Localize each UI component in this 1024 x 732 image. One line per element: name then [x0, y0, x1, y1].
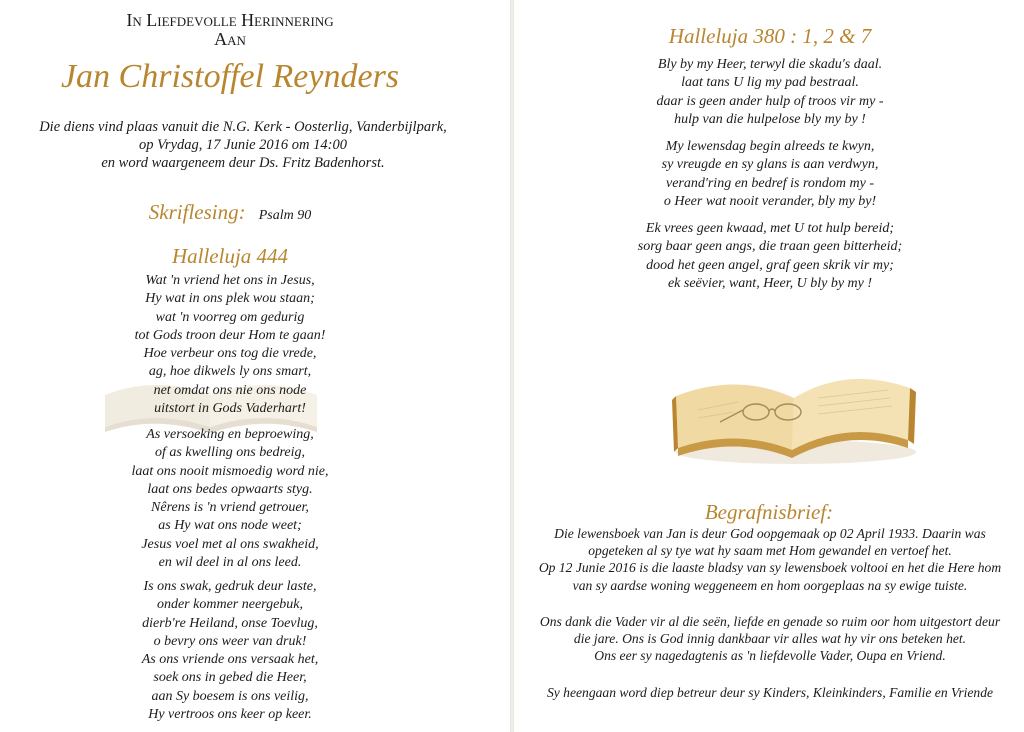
verse-line: as Hy wat ons node weet;: [158, 518, 302, 534]
obituary-paragraph: [520, 684, 1020, 701]
scripture-reference: Psalm 90: [258, 208, 312, 223]
hymn-title-right: Halleluja 380 : 1, 2 & 7: [668, 24, 872, 48]
verse-line: verand'ring en bedref is rondom my -: [665, 175, 875, 191]
verse-line: laat tans U lig my pad bestraal.: [681, 75, 859, 91]
verse-line: sorg baar geen angs, die traan geen bitterheid;: [637, 239, 903, 255]
verse-line: o Heer wat nooit verander, bly my by!: [663, 193, 877, 209]
obituary-line: Ons dank die Vader vir al die seën, liefde en genade so ruim oor hom uitgestort deur: [539, 614, 1001, 629]
verse-line: en wil deel in al ons leed.: [158, 555, 302, 571]
verse-line: aan Sy boesem is ons veilig,: [151, 688, 309, 704]
verse-line: hulp van die hulpelose bly my by !: [674, 111, 866, 127]
verse-line: uitstort in Gods Vaderhart!: [154, 401, 306, 417]
verse-line: Hoe verbeur ons tog die vrede,: [143, 346, 317, 362]
verse-line: of as kwelling ons bedreig,: [155, 445, 305, 461]
verse-line: ek seëvier, want, Heer, U bly by my !: [667, 275, 873, 291]
obituary-title: Begrafnisbrief:: [704, 500, 834, 524]
service-line: en word waargeneem deur Ds. Fritz Badenhorst.: [101, 155, 385, 171]
obituary-line: Sy heengaan word diep betreur deur sy Kinders, Kleinkinders, Familie en Vriende: [546, 685, 994, 700]
verse-line: sy vreugde en sy glans is aan verdwyn,: [661, 157, 879, 173]
memoriam-subheading: Aan: [214, 29, 246, 49]
verse-line: Bly by my Heer, terwyl die skadu's daal.: [657, 57, 883, 72]
obituary-line: opgeteken al sy tye wat hy saam met Hom gewandel en vertoef het.: [588, 543, 952, 559]
verse-line: Hy vertroos ons keer op keer.: [148, 707, 312, 723]
memoriam-heading: In Liefdevolle Herinnering: [126, 10, 334, 30]
verse-line: net omdat ons nie ons node: [153, 382, 307, 398]
hymn-verse: [590, 138, 950, 211]
verse-line: Is ons swak, gedruk deur laste,: [143, 579, 317, 594]
verse-line: Wat 'n vriend het ons in Jesus,: [145, 273, 315, 288]
verse-line: Hy wat in ons plek wou staan;: [145, 291, 315, 307]
deceased-name: Jan Christoffel Reynders: [60, 58, 400, 95]
hymn-verse: [60, 272, 400, 418]
verse-line: dierb're Heiland, onse Toevlug,: [142, 615, 318, 631]
verse-line: Nêrens is 'n vriend getrouer,: [151, 500, 309, 516]
obituary-line: Ons eer sy nagedagtenis as 'n liefdevolle Vader, Oupa en Vriend.: [594, 648, 946, 664]
verse-line: ag, hoe dikwels ly ons smart,: [148, 364, 312, 380]
scripture-heading: Skriflesing:: [148, 200, 246, 224]
service-line: Die diens vind plaas vanuit die N.G. Kerk - Oosterlig, Vanderbijlpark,: [39, 119, 447, 135]
verse-line: laat ons nooit mismoedig word nie,: [131, 463, 329, 479]
hymn-verse: [590, 220, 950, 293]
verse-line: onder kommer neergebuk,: [156, 597, 304, 613]
hymn-verse: [590, 56, 950, 129]
verse-line: dood het geen angel, graf geen skrik vir my;: [646, 257, 894, 273]
hymn-verse: [60, 578, 400, 724]
verse-line: Ek vrees geen kwaad, met U tot hulp bereid;: [645, 221, 895, 236]
obituary-line: die jare. Ons is God innig dankbaar vir alles wat hy vir ons beteken het.: [573, 631, 967, 647]
obituary-line: Op 12 Junie 2016 is die laaste bladsy van sy lewensboek voltooi en het die Here hom: [538, 560, 1002, 576]
open-book-spectacles-icon: [668, 352, 918, 468]
verse-line: Jesus voel met al ons swakheid,: [141, 536, 319, 552]
hymn-title-left: Halleluja 444: [171, 244, 289, 268]
obituary-paragraph: [520, 613, 1020, 665]
verse-line: tot Gods troon deur Hom te gaan!: [134, 327, 326, 343]
obituary-line: van sy aardse woning weggeneem en hom oorgeplaas na sy ewige tuiste.: [572, 577, 968, 593]
scripture-reading: [0, 200, 460, 225]
verse-line: laat ons bedes opwaarts styg.: [147, 481, 313, 497]
verse-line: As versoeking en beproewing,: [146, 427, 314, 442]
obituary-line: Die lewensboek van Jan is deur God oopgemaak op 02 April 1933. Daarin was: [554, 526, 986, 541]
verse-line: My lewensdag begin alreeds te kwyn,: [665, 139, 875, 154]
verse-line: soek ons in gebed die Heer,: [153, 670, 307, 686]
verse-line: wat 'n voorreg om gedurig: [155, 309, 305, 325]
hymn-verse: [60, 426, 400, 572]
service-line: op Vrydag, 17 Junie 2016 om 14:00: [139, 137, 347, 153]
verse-line: o bevry ons weer van druk!: [153, 633, 307, 649]
obituary-paragraph: [520, 525, 1020, 594]
service-details: [0, 118, 486, 172]
verse-line: daar is geen ander hulp of troos vir my -: [656, 93, 884, 109]
verse-line: As ons vriende ons versaak het,: [141, 652, 319, 668]
